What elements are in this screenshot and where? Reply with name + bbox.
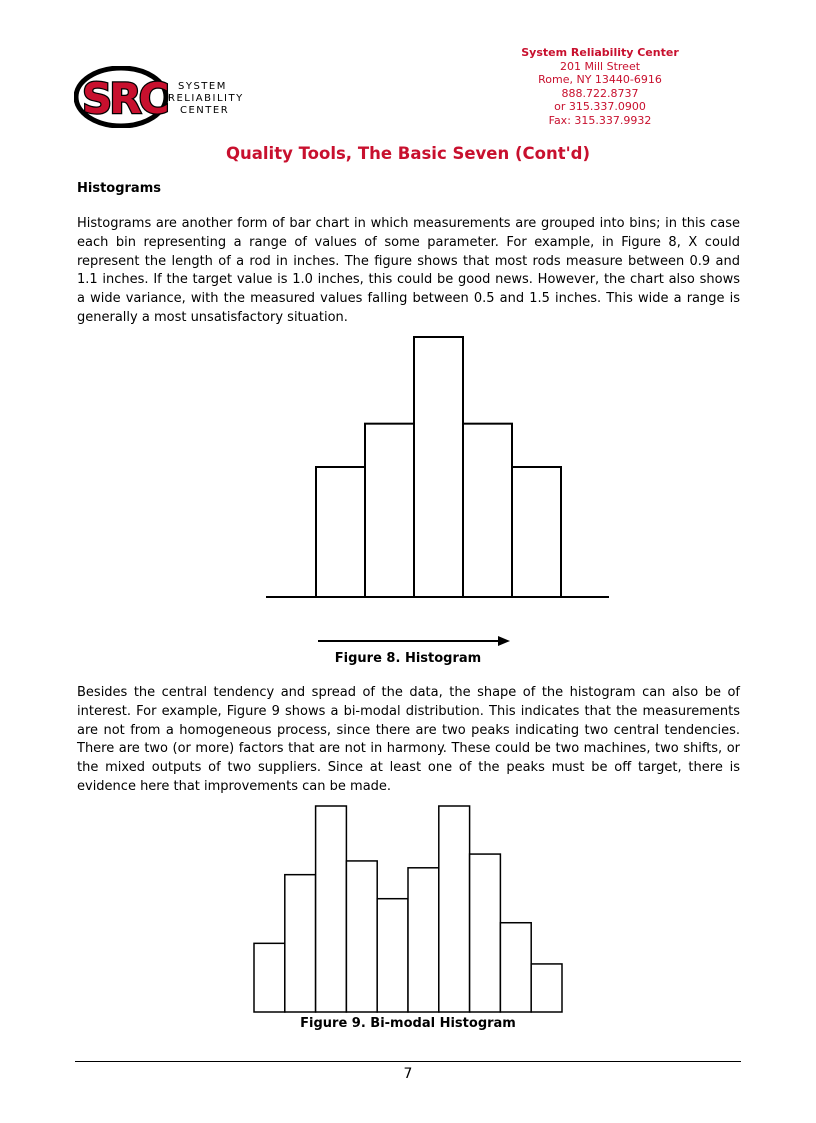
contact-block: [470, 46, 730, 127]
figure-9-caption: Figure 9. Bi-modal Histogram: [300, 1016, 516, 1031]
figure-9-bar: [439, 806, 470, 1012]
figure-9-bar: [470, 854, 501, 1012]
footer-rule: [75, 1061, 741, 1062]
figure-8-bar: [512, 467, 561, 597]
contact-phone: 888.722.8737: [561, 86, 639, 100]
page-title: Quality Tools, The Basic Seven (Cont'd): [225, 144, 590, 163]
src-logo: [74, 66, 244, 128]
section-heading: Histograms: [77, 181, 161, 196]
contact-org: System Reliability Center: [521, 46, 679, 59]
figure-9-bar: [531, 964, 562, 1012]
figure-8-bar: [316, 467, 365, 597]
figure-9-bar: [285, 875, 316, 1012]
paragraph-histograms-intro: Histograms are another form of bar chart in which measurements are grouped into bins; in this case each bin representing a range of values of some parameter. For example, in Figure 8, X could represent the length of a rod in inches. The figure shows that most rods measure between 0.9 and 1.1 inches. If the target value is 1.0 inches, this could be good news. However, the chart also shows a wide variance, with the measured values falling between 0.5 and 1.5 inches. This wide a range is generally a most unsatisfactory situation.: [77, 216, 740, 325]
logo-letters: SRC: [82, 74, 167, 123]
figure-9-bar: [408, 868, 439, 1012]
figure-8-bar: [414, 337, 463, 597]
logo-word-3: CENTER: [180, 105, 230, 116]
figure-9-bar: [254, 943, 285, 1012]
contact-alt-phone: or 315.337.0900: [554, 100, 646, 113]
contact-city: Rome, NY 13440-6916: [538, 73, 662, 86]
figure-8-bar: [365, 424, 414, 597]
figure-8-bar: [463, 424, 512, 597]
figure-8-caption: Figure 8. Histogram: [334, 651, 482, 666]
figure-9-bar: [316, 806, 347, 1012]
figure-8-arrow-head: [498, 636, 510, 646]
page-number: 7: [403, 1066, 413, 1082]
figure-9-bar: [500, 923, 531, 1012]
figure-9-bar: [377, 899, 408, 1012]
paragraph-bimodal: Besides the central tendency and spread of the data, the shape of the histogram can also be of interest. For example, Figure 9 shows a bi-modal distribution. This indicates that the measurements are not from a homogeneous process, since there are two peaks indicating two central tendencies. There are two (or more) factors that are not in harmony. These could be two machines, two shifts, or the mixed outputs of two suppliers. Since at least one of the peaks must be off target, there is evidence here that improvements can be made.: [77, 685, 740, 794]
logo-word-1: SYSTEM: [178, 81, 227, 92]
logo-word-2: RELIABILITY: [168, 93, 244, 104]
contact-fax: Fax: 315.337.9932: [548, 113, 652, 127]
contact-street: 201 Mill Street: [559, 59, 641, 73]
figure-9-bar: [346, 861, 377, 1012]
